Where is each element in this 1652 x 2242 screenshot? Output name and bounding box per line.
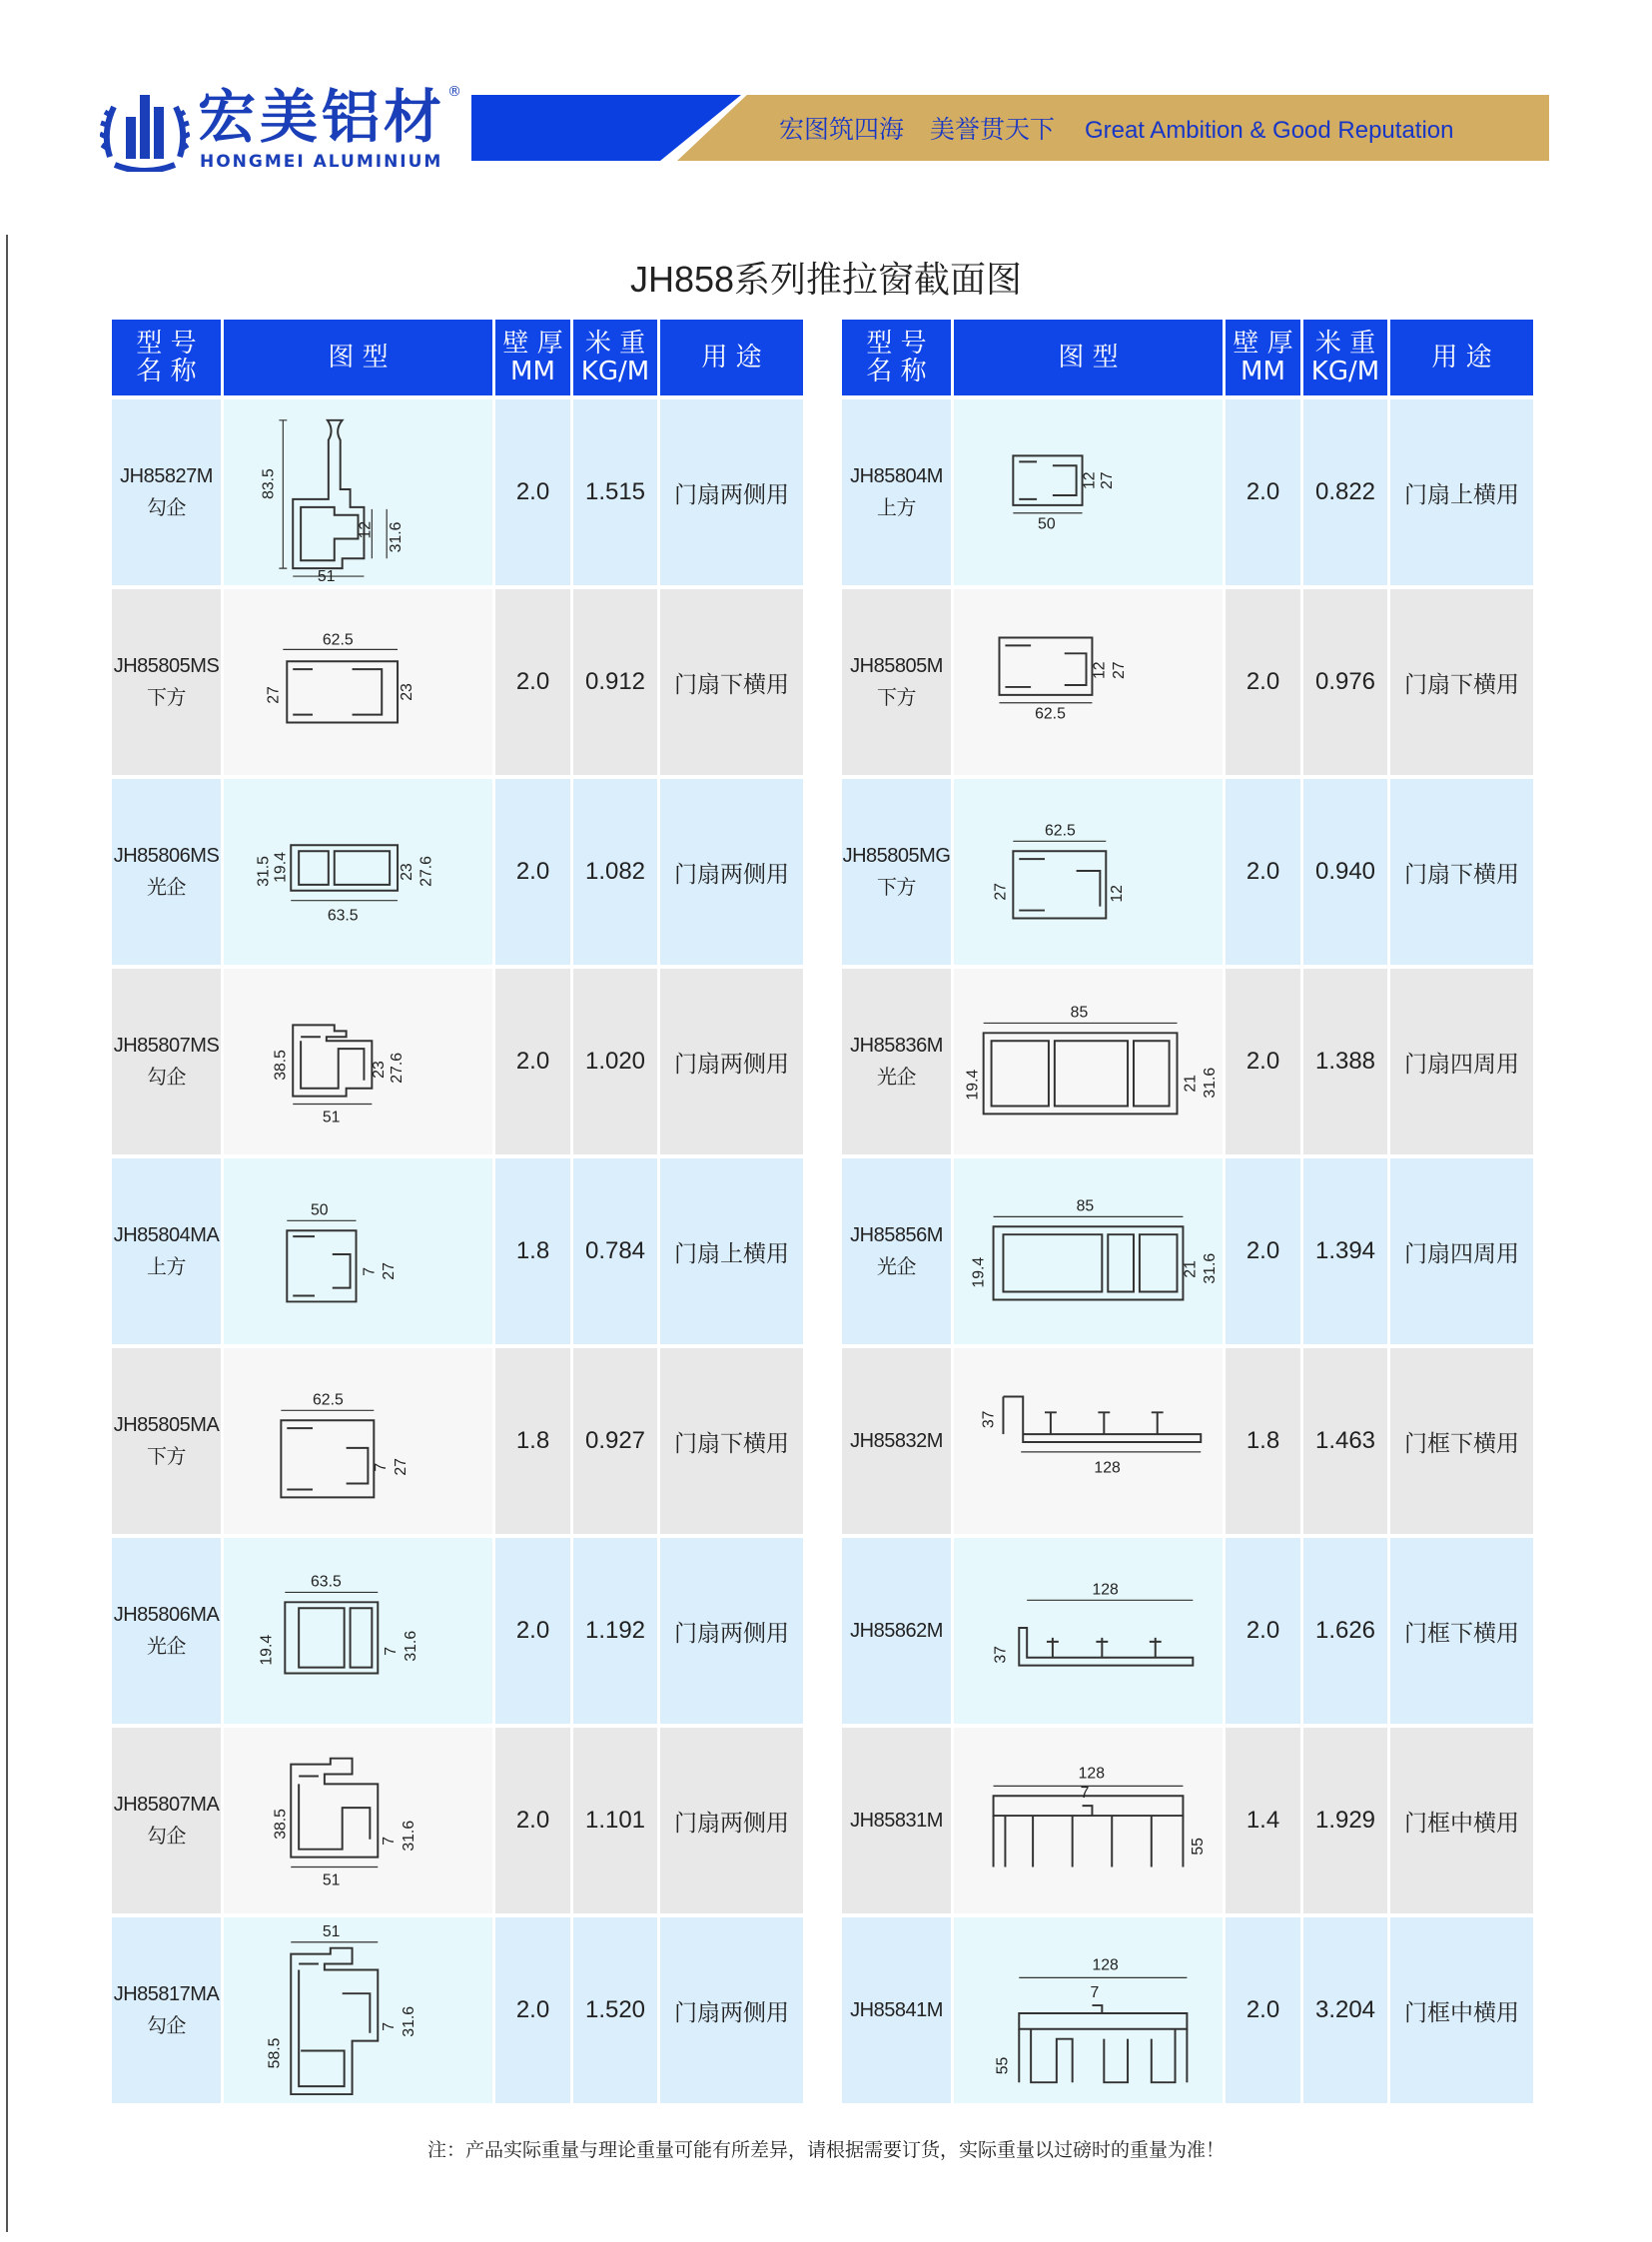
meter-weight: 0.822 [1303,399,1390,585]
model-cell: JH85805MS 下方 [112,589,224,775]
header-image: 图 型 [954,320,1226,395]
dim-label: 55 [994,2056,1012,2075]
model-cell: JH85836M 光企 [842,969,954,1154]
model-cell: JH85862M [842,1538,954,1724]
table-row [842,969,1536,1154]
dim-label: 31.6 [400,2005,417,2037]
dim-label: 50 [1038,515,1056,533]
brand-logo [100,82,459,177]
meter-weight: 0.940 [1303,779,1390,965]
wall-thickness: 2.0 [495,779,573,965]
dim-label: 83.5 [260,468,278,499]
model-cell: JH85805M 下方 [842,589,954,775]
table-row [842,399,1536,585]
usage: 门扇四周用 [1390,1158,1536,1344]
left-table [112,320,806,2103]
dim-label: 58.5 [266,2037,284,2069]
model-cell: JH85832M [842,1348,954,1534]
usage: 门扇两侧用 [660,779,806,965]
wall-thickness: 2.0 [1226,1158,1303,1344]
meter-weight: 1.929 [1303,1728,1390,1913]
wall-thickness: 2.0 [495,589,573,775]
profile-drawing [224,1158,495,1344]
dim-label: 55 [1190,1838,1208,1856]
table-row [842,779,1536,965]
table-row [112,969,806,1154]
slogan [779,110,1472,146]
usage: 门扇下横用 [1390,589,1536,775]
wall-thickness: 2.0 [495,1728,573,1913]
usage: 门扇下横用 [660,589,806,775]
usage: 门扇两侧用 [660,399,806,585]
meter-weight: 1.192 [573,1538,660,1724]
profile-drawing [224,969,495,1154]
meter-weight: 0.784 [573,1158,660,1344]
model-cell: JH85856M 光企 [842,1158,954,1344]
footnote: 注：产品实际重量与理论重量可能有所差异，请根据需要订货，实际重量以过磅时的重量为准！ [426,2139,1225,2161]
dim-label: 7 [1080,1785,1090,1803]
dim-label: 27.6 [417,856,435,887]
dim-label: 27 [992,883,1010,901]
dim-label: 128 [1094,1459,1121,1477]
usage: 门扇上横用 [660,1158,806,1344]
meter-weight: 0.912 [573,589,660,775]
meter-weight: 1.101 [573,1728,660,1913]
profile-drawing [224,399,495,585]
dim-label: 7 [361,1266,379,1276]
dim-label: 21 [1182,1260,1200,1278]
page-title: JH858系列推拉窗截面图 [629,259,1023,300]
wall-thickness: 1.4 [1226,1728,1303,1913]
usage: 门扇上横用 [1390,399,1536,585]
dim-label: 31.5 [255,856,273,887]
dim-label: 51 [317,568,336,585]
dim-label: 85 [1076,1197,1095,1215]
usage: 门扇两侧用 [660,1538,806,1724]
usage: 门框下横用 [1390,1348,1536,1534]
brand-name-cn: 宏美铝材 [198,83,446,151]
meter-weight: 1.520 [573,1917,660,2103]
usage: 门框中横用 [1390,1917,1536,2103]
profile-drawing [954,1917,1226,2103]
header-name: 型 号 名 称 [842,320,954,395]
profile-drawing [224,1538,495,1724]
dim-label: 37 [980,1410,998,1429]
profile-drawing [224,1728,495,1913]
dim-label: 27 [381,1262,399,1280]
dim-label: 27 [1111,661,1129,680]
wall-thickness: 2.0 [1226,399,1303,585]
meter-weight: 0.927 [573,1348,660,1534]
dim-label: 51 [322,1922,341,1940]
dim-label: 31.6 [388,521,406,553]
dim-label: 27.6 [389,1052,407,1084]
slogan-en: Great Ambition & Good Reputation [1084,117,1454,144]
wall-thickness: 1.8 [495,1158,573,1344]
right-table [842,320,1536,2103]
dim-label: 51 [322,1871,341,1889]
table-row [842,1348,1536,1534]
dim-label: 62.5 [1044,822,1076,840]
header-use: 用 途 [660,320,806,395]
dim-label: 27 [1099,471,1117,490]
usage: 门扇两侧用 [660,1728,806,1913]
profile-drawing [954,589,1226,775]
dim-label: 51 [322,1109,341,1126]
table-row [112,1348,806,1534]
wall-thickness: 2.0 [1226,1917,1303,2103]
usage: 门框中横用 [1390,1728,1536,1913]
usage: 门扇四周用 [1390,969,1536,1154]
wall-thickness: 2.0 [495,1538,573,1724]
dim-label: 12 [357,520,375,539]
model-cell: JH85817MA 勾企 [112,1917,224,2103]
slogan-cn-1: 宏图筑四海 [779,115,905,144]
wall-thickness: 2.0 [495,1917,573,2103]
dim-label: 50 [311,1201,329,1219]
dim-label: 27 [392,1458,410,1476]
registered-mark: ® [447,84,461,100]
table-row [112,399,806,585]
meter-weight: 1.082 [573,779,660,965]
brand-name-en: HONGMEI ALUMINIUM [200,152,443,172]
usage: 门扇下横用 [660,1348,806,1534]
wall-thickness: 1.8 [1226,1348,1303,1534]
header-use: 用 途 [1390,320,1536,395]
model-cell: JH85807MS 勾企 [112,969,224,1154]
profile-drawing [954,779,1226,965]
table-row [112,1728,806,1913]
dim-label: 38.5 [272,1050,290,1081]
dim-label: 23 [398,863,415,881]
header-name: 型 号 名 称 [112,320,224,395]
model-cell: JH85841M [842,1917,954,2103]
header-wall: 壁 厚 MM [1226,320,1303,395]
dim-label: 31.6 [1202,1067,1220,1099]
header-wall: 壁 厚 MM [495,320,573,395]
dim-label: 7 [1090,1984,1100,2002]
dim-label: 128 [1078,1765,1106,1783]
meter-weight: 1.020 [573,969,660,1154]
page-border-line [6,235,8,2232]
meter-weight: 1.626 [1303,1538,1390,1724]
profile-drawing [954,1348,1226,1534]
dim-label: 63.5 [311,1573,342,1591]
profile-drawing [954,1728,1226,1913]
dim-label: 7 [381,1836,399,1846]
dim-label: 31.6 [402,1630,419,1662]
wall-thickness: 1.8 [495,1348,573,1534]
dim-label: 23 [371,1061,389,1079]
table-header [112,320,806,395]
usage: 门扇两侧用 [660,1917,806,2103]
logo-emblem-icon [100,87,190,172]
profile-drawing [224,1917,495,2103]
dim-label: 19.4 [272,852,290,883]
table-header [842,320,1536,395]
wall-thickness: 2.0 [495,969,573,1154]
dim-label: 21 [1182,1075,1200,1093]
meter-weight: 0.976 [1303,589,1390,775]
table-row [842,589,1536,775]
model-cell: JH85827M 勾企 [112,399,224,585]
dim-label: 7 [373,1462,391,1472]
dim-label: 19.4 [964,1069,982,1101]
meter-weight: 1.388 [1303,969,1390,1154]
dim-label: 19.4 [258,1634,276,1666]
dim-label: 38.5 [272,1809,290,1840]
model-cell: JH85804M 上方 [842,399,954,585]
model-cell: JH85831M [842,1728,954,1913]
table-row [842,1728,1536,1913]
profile-drawing [954,399,1226,585]
usage: 门框下横用 [1390,1538,1536,1724]
profile-drawing [954,969,1226,1154]
profile-drawing [954,1158,1226,1344]
table-row [112,589,806,775]
table-row [842,1917,1536,2103]
dim-label: 62.5 [1035,705,1066,723]
model-cell: JH85806MA 光企 [112,1538,224,1724]
wall-thickness: 2.0 [495,399,573,585]
meter-weight: 1.463 [1303,1348,1390,1534]
dim-label: 31.6 [1202,1252,1220,1284]
dim-label: 12 [1091,661,1109,680]
meter-weight: 3.204 [1303,1917,1390,2103]
table-row [842,1158,1536,1344]
slogan-cn-2: 美誉贯天下 [929,115,1055,144]
meter-weight: 1.515 [573,399,660,585]
wall-thickness: 2.0 [1226,589,1303,775]
profile-drawing [224,589,495,775]
model-cell: JH85804MA 上方 [112,1158,224,1344]
table-row [842,1538,1536,1724]
dim-label: 85 [1070,1004,1089,1022]
header-weight: 米 重 KG/M [573,320,660,395]
table-row [112,779,806,965]
dim-label: 27 [265,686,283,704]
usage: 门扇两侧用 [660,969,806,1154]
model-cell: JH85806MS 光企 [112,779,224,965]
dim-label: 7 [381,2021,399,2031]
dim-label: 12 [1081,471,1099,490]
table-row [112,1917,806,2103]
dim-label: 62.5 [322,631,354,649]
wall-thickness: 2.0 [1226,969,1303,1154]
dim-label: 31.6 [400,1820,417,1852]
model-cell: JH85805MA 下方 [112,1348,224,1534]
usage: 门扇下横用 [1390,779,1536,965]
header-weight: 米 重 KG/M [1303,320,1390,395]
table-row [112,1538,806,1724]
meter-weight: 1.394 [1303,1158,1390,1344]
header-image: 图 型 [224,320,495,395]
wall-thickness: 2.0 [1226,779,1303,965]
profile-drawing [954,1538,1226,1724]
dim-label: 23 [398,683,415,701]
model-cell: JH85807MA 勾企 [112,1728,224,1913]
profile-drawing [224,779,495,965]
dim-label: 62.5 [313,1391,344,1409]
dim-label: 128 [1092,1956,1119,1974]
profile-drawing [224,1348,495,1534]
table-row [112,1158,806,1344]
dim-label: 7 [383,1646,401,1656]
model-cell: JH85805MG 下方 [842,779,954,965]
dim-label: 12 [1109,885,1127,903]
wall-thickness: 2.0 [1226,1538,1303,1724]
dim-label: 128 [1092,1581,1119,1599]
dim-label: 19.4 [970,1256,988,1288]
dim-label: 63.5 [327,907,359,925]
dim-label: 37 [992,1646,1010,1664]
